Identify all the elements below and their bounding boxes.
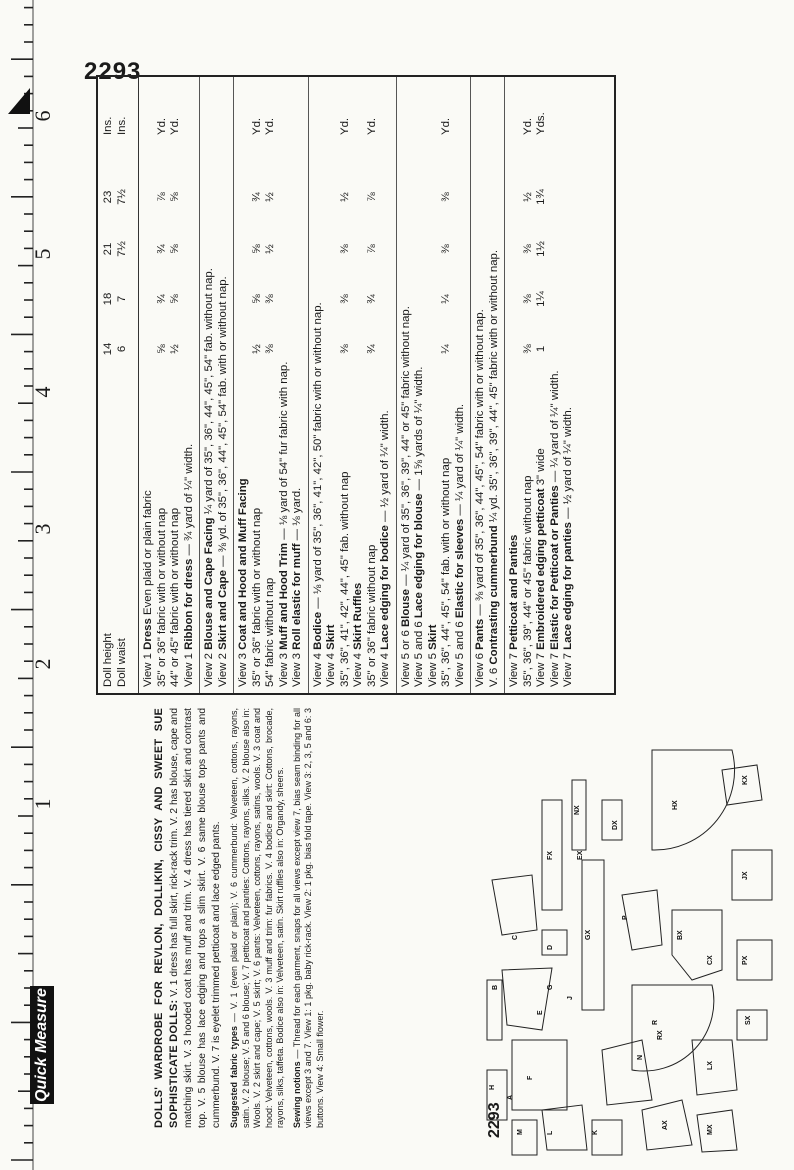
yardage-unit: Yd. xyxy=(155,117,168,135)
row-label xyxy=(454,404,468,687)
row-label xyxy=(217,276,231,687)
row-label-prefix: View 3 xyxy=(277,653,290,687)
pattern-piece-label: AX xyxy=(662,1120,669,1130)
chart-row xyxy=(413,77,427,693)
row-label-detail: — ¼ yard of ¼" width. xyxy=(453,403,466,516)
yardage-value: ½ xyxy=(264,244,276,254)
pattern-piece xyxy=(672,910,722,980)
row-label-prefix: View 7 xyxy=(548,653,561,687)
pattern-piece-label: MX xyxy=(707,1124,714,1135)
row-label-detail: — ⅜ yard of 35", 36", 44", 45", 54" fabric with or without nap. xyxy=(474,309,486,616)
row-label-prefix: View 5 and 6 xyxy=(413,621,425,687)
row-label-detail: — ⅛ yard. xyxy=(291,487,303,541)
pattern-piece-label: BX xyxy=(677,930,684,940)
ruler-number: 5 xyxy=(30,248,55,260)
yardage-value: ⅜ xyxy=(338,344,351,354)
chart-row xyxy=(562,77,576,693)
row-label-detail: — ½ yard of ¼" width. xyxy=(379,410,391,522)
row-label-prefix: View 7 xyxy=(535,653,547,687)
chart-row xyxy=(535,77,549,693)
pattern-number: 2293 xyxy=(84,58,142,85)
chart-row xyxy=(325,77,339,693)
pattern-piece xyxy=(632,985,714,1071)
pattern-piece-label: J xyxy=(567,996,574,1000)
row-label-item: Skirt xyxy=(426,624,439,650)
row-label xyxy=(156,508,170,687)
yardage-value: ¾ xyxy=(250,192,263,202)
chart-row xyxy=(183,77,197,693)
row-label xyxy=(549,370,563,687)
height-value: 23 xyxy=(102,190,114,204)
row-label-prefix: View 7 xyxy=(508,653,520,687)
sewing-notions-text: — Thread for each garment, snaps for all views except view 7, bias seam binding for all views except 3 and 7. View 1: 1 pkg. baby rick-rack. View 2: 1 pkg. bias fold tape. View 3: 2, 3, 5 and 6: 3 buttons. View 4: Small flower. xyxy=(291,708,325,1128)
row-label-item: Embroidered edging petticoat xyxy=(535,488,547,650)
yardage-unit: Yd. xyxy=(169,117,181,135)
waist-value: 7½ xyxy=(115,241,128,257)
ruler-number: 4 xyxy=(30,386,55,398)
row-label xyxy=(413,367,427,687)
doll-waist-label: Doll waist xyxy=(115,638,128,687)
pattern-piece-label: EX xyxy=(577,850,584,860)
pattern-piece xyxy=(737,1010,767,1040)
measure-ruler xyxy=(0,0,34,1170)
chart-row xyxy=(169,77,183,693)
row-label-prefix: 35", 36", 39", 44" or 45" fabric without nap xyxy=(521,475,534,687)
row-label-item: Elastic for Petticoat or Panties xyxy=(548,485,561,650)
chart-section xyxy=(505,77,579,693)
chart-section xyxy=(397,77,472,693)
row-label-prefix: 35", 36", 44", 45", 54" fab. with or without nap xyxy=(440,457,452,687)
yardage-unit: Yd. xyxy=(521,117,534,135)
pattern-piece xyxy=(542,930,567,955)
pattern-piece xyxy=(697,1110,737,1152)
row-label xyxy=(366,545,380,687)
pattern-piece-label: A xyxy=(507,1094,514,1100)
row-label xyxy=(203,268,217,687)
row-label-detail: — ½ yard of ¼" width. xyxy=(562,407,574,519)
chart-header xyxy=(102,77,139,693)
yardage-value: ⅜ xyxy=(440,244,452,254)
chart-row xyxy=(291,77,305,693)
yardage-unit: Yd. xyxy=(440,117,452,135)
ruler-number: 2 xyxy=(30,658,55,670)
description-body: V. 1 dress has full skirt, rick-rack trim. V. 2 has blouse, cape and matching skirt. V. 3 hooded coat has muff and trim. V. 4 dress has tiered skirt and contrast top. V. 5 blouse has lace edging and tops a slim skirt. V. 6 same blouse tops pants and cummerbund. V. 7 is eyelet trimmed petticoat and lace edged pants. xyxy=(169,708,222,1128)
row-label xyxy=(278,362,292,687)
row-label xyxy=(488,250,502,687)
row-label-detail: 3" wide xyxy=(535,448,547,486)
pattern-piece xyxy=(512,1040,567,1110)
yardage-value: ½ xyxy=(521,192,534,202)
row-label-detail: ¼ yard of 35", 36", 44", 45", 54" fab. without nap. xyxy=(203,268,215,515)
row-label-item: Coat and Hood and Muff Facing xyxy=(237,478,249,650)
quick-measure-label: Quick Measure xyxy=(30,986,54,1104)
row-label-prefix: View 5 and 6 xyxy=(453,621,466,687)
yardage-value: ¼ xyxy=(440,344,452,354)
yardage-value: ⅝ xyxy=(169,244,181,254)
yardage-value: ⅜ xyxy=(440,192,452,202)
chart-row xyxy=(488,77,502,693)
chart-row xyxy=(203,77,217,693)
pattern-piece-label: L xyxy=(547,1130,554,1135)
chart-row xyxy=(549,77,563,693)
yardage-unit: Yds. xyxy=(535,112,547,135)
row-label xyxy=(379,410,393,687)
yardage-value: ⅜ xyxy=(521,294,534,304)
chart-section xyxy=(309,77,397,693)
row-label xyxy=(237,478,251,687)
height-unit: Ins. xyxy=(102,116,114,135)
row-label-prefix: 35" or 36" fabric without nap xyxy=(365,544,378,687)
row-label-item: Dress xyxy=(142,618,154,650)
pattern-piece-label: JX xyxy=(742,871,749,880)
yardage-value: ¾ xyxy=(365,344,378,354)
pattern-description xyxy=(152,708,331,1128)
row-label-prefix: View 4 xyxy=(352,653,364,687)
chart-row xyxy=(352,77,366,693)
row-label-detail: — ⅛ yard of 35", 36", 41", 42", 50" fabric with or without nap. xyxy=(311,302,324,609)
yardage-value: ⅞ xyxy=(155,192,168,202)
pattern-piece-label: HX xyxy=(672,800,679,810)
chart-row xyxy=(142,77,156,693)
row-label-item: Blouse xyxy=(399,589,412,628)
row-label-item: Muff and Hood Trim xyxy=(277,542,290,650)
pattern-piece-label: R xyxy=(652,1019,659,1025)
yardage-value: ⅜ xyxy=(264,344,276,354)
yardage-value: ⅝ xyxy=(155,344,168,354)
row-label-detail: — ⅜ yd. of 35", 36", 44", 45", 54" fab. with or without nap. xyxy=(216,276,229,567)
row-label-prefix: View 3 xyxy=(237,653,249,687)
waist-value: 6 xyxy=(115,345,128,353)
pattern-piece-label: CX xyxy=(707,955,714,965)
ruler-arrow-icon xyxy=(6,86,32,116)
row-label-item: Lace edging for bodice xyxy=(379,525,391,650)
chart-row xyxy=(339,77,353,693)
yardage-unit: Yd. xyxy=(365,117,378,135)
yardage-value: ⅝ xyxy=(169,192,181,202)
chart-row xyxy=(508,77,522,693)
yardage-value: ⅞ xyxy=(365,244,378,254)
yardage-unit: Yd. xyxy=(250,117,263,135)
pieces-pattern-number: 2293 xyxy=(486,1102,503,1138)
height-value: 21 xyxy=(102,242,114,256)
row-label-item: Skirt Ruffles xyxy=(352,582,364,650)
chart-row xyxy=(251,77,265,693)
pattern-piece-label: D xyxy=(547,944,554,950)
chart-row xyxy=(427,77,441,693)
yardage-unit: Yd. xyxy=(264,117,276,135)
yardage-value: ⅜ xyxy=(521,244,534,254)
yardage-value: ½ xyxy=(250,344,263,354)
row-label xyxy=(264,578,278,687)
row-label-prefix: View 4 xyxy=(311,653,324,687)
sewing-notions-paragraph xyxy=(292,708,327,1128)
row-label xyxy=(251,508,265,687)
yardage-value: ½ xyxy=(264,192,276,202)
pattern-piece-label: PX xyxy=(742,955,749,965)
yardage-value: ⅜ xyxy=(264,294,276,304)
pattern-piece-label: H xyxy=(489,1084,496,1090)
pattern-pieces-diagram xyxy=(482,740,782,1160)
yardage-value: ½ xyxy=(338,192,351,202)
chart-row xyxy=(379,77,393,693)
row-label-item: Contrasting cummerbund xyxy=(487,525,500,665)
pattern-piece xyxy=(602,800,622,840)
ruler-ticks xyxy=(0,0,34,1170)
row-label xyxy=(474,309,488,687)
yardage-value: 1½ xyxy=(535,241,547,257)
yardage-value: ¾ xyxy=(365,294,378,304)
yardage-value: 1¼ xyxy=(535,291,547,307)
yardage-value: ⅝ xyxy=(250,244,263,254)
yardage-chart xyxy=(96,75,616,695)
row-label-item: Roll elastic for muff xyxy=(291,543,303,650)
row-label-prefix: 35", 36", 41", 42", 44", 45" fab. without nap xyxy=(338,471,351,687)
yardage-value: ⅜ xyxy=(338,294,351,304)
yardage-value: 1¾ xyxy=(535,189,547,205)
chart-row xyxy=(474,77,488,693)
chart-row xyxy=(400,77,414,693)
ruler-number: 3 xyxy=(30,523,55,535)
row-label xyxy=(183,444,197,687)
row-label-detail: — 1⅝ yards of ¼" width. xyxy=(413,366,425,491)
chart-body xyxy=(139,77,579,693)
pattern-piece-label: FX xyxy=(547,851,554,860)
row-label xyxy=(169,508,183,687)
yardage-value: ⅝ xyxy=(250,294,263,304)
row-label-item: Skirt and Cape xyxy=(216,570,229,650)
height-value: 14 xyxy=(102,342,114,356)
chart-row xyxy=(454,77,468,693)
pattern-piece xyxy=(492,875,537,935)
chart-row xyxy=(237,77,251,693)
pattern-piece-label: KX xyxy=(742,775,749,785)
pattern-piece-label: LX xyxy=(707,1061,714,1070)
chart-row xyxy=(278,77,292,693)
yardage-value: ¾ xyxy=(155,294,168,304)
yardage-value: 1 xyxy=(535,345,547,353)
row-label-prefix: View 5 or 6 xyxy=(399,630,412,687)
row-label-prefix: View 4 xyxy=(325,653,337,687)
pattern-piece-label: SX xyxy=(745,1015,752,1025)
row-label-prefix: 35" or 36" fabric with or without nap xyxy=(155,507,168,687)
pattern-piece-label: B xyxy=(492,984,499,990)
pattern-piece-label: P xyxy=(622,915,629,920)
pattern-piece xyxy=(692,1040,737,1095)
pattern-piece-label: C xyxy=(512,934,519,940)
chart-section xyxy=(200,77,234,693)
yardage-value: ¼ xyxy=(440,294,452,304)
row-label-item: Blouse and Cape Facing xyxy=(203,517,215,650)
ruler-number: 1 xyxy=(30,798,55,810)
yardage-value: ¾ xyxy=(155,244,168,254)
pattern-piece-label: N xyxy=(637,1054,644,1060)
pattern-piece xyxy=(502,968,552,1030)
row-label-prefix: View 4 xyxy=(379,653,391,687)
row-label xyxy=(427,625,441,687)
row-label-item: Ribbon for dress xyxy=(182,558,195,650)
row-label-item: Pants xyxy=(474,618,486,650)
chart-row xyxy=(156,77,170,693)
row-label xyxy=(339,471,353,687)
row-label-detail: — ¼ yard of ¼" width. xyxy=(548,370,561,483)
row-label-detail: — ⅛ yard of 54" fur fabric with nap. xyxy=(277,361,290,540)
row-label-item: Lace edging for blouse xyxy=(413,493,425,619)
row-label xyxy=(562,407,576,687)
waist-value: 7½ xyxy=(115,189,128,205)
row-label-prefix: 44" or 45" fabric with or without nap xyxy=(169,507,181,687)
yardage-value: ⅜ xyxy=(338,244,351,254)
fabric-types-heading: Suggested fabric types xyxy=(229,1026,239,1128)
row-label-prefix: V. 6 xyxy=(487,667,500,687)
row-label xyxy=(440,458,454,687)
row-label-prefix: 54" fabric without nap xyxy=(264,577,276,687)
pattern-piece xyxy=(652,750,735,850)
waist-unit: Ins. xyxy=(115,116,128,135)
pattern-piece-label: DX xyxy=(612,820,619,830)
chart-row xyxy=(522,77,536,693)
fabric-types-text: — V. 1 (even plaid or plain); V. 6 cummerbund: Velveteen, cottons, rayons, satin. V. 2 blouse; V. 5 and 6 blouse; V. 7 petticoat and panties: Cottons, rayons, silks. V. 2 blouse also in: Wools. V. 2 skirt and cape; V. 5 skirt; V. 6 pants: Velveteen, cottons, rayons, satins, wools. V. 3 coat and hood: Velveteen, cottons, wools. V. 3 muff and trim: fur fabrics. V. 4 bodice and skirt: Cottons, brocade, rayons, silks, taffeta. Bodice also in: Velveteen, satin. Skirt ruffles also in: Organdy, sheers. xyxy=(229,708,285,1128)
pattern-piece-label: NX xyxy=(574,805,581,815)
pattern-piece-label: GX xyxy=(585,929,592,940)
pattern-piece-label: K xyxy=(592,1129,599,1135)
row-label xyxy=(508,535,522,687)
row-label-detail: — ¼ yard of 35", 36", 39", 44" or 45" fabric without nap. xyxy=(399,306,412,586)
chart-section xyxy=(139,77,200,693)
yardage-value: ⅜ xyxy=(521,344,534,354)
pattern-piece xyxy=(512,1120,537,1155)
fabric-types-paragraph xyxy=(229,708,287,1128)
row-label-item: Skirt xyxy=(325,624,337,650)
pattern-piece xyxy=(592,1120,622,1155)
chart-row xyxy=(366,77,380,693)
yardage-value: ⅝ xyxy=(169,294,181,304)
row-label-item: Lace edging for panties xyxy=(562,521,574,650)
pattern-piece xyxy=(732,850,772,900)
chart-section xyxy=(471,77,505,693)
row-label-item: Elastic for sleeves xyxy=(453,518,466,619)
row-label-prefix: 35" or 36" fabric with or without nap xyxy=(250,507,263,687)
row-label-prefix: View 5 xyxy=(426,653,439,687)
chart-row xyxy=(217,77,231,693)
yardage-value: ½ xyxy=(169,344,181,354)
description-title: DOLLS' WARDROBE FOR REVLON, DOLLIKIN, CISSY AND SWEET SUE SOPHISTICATE DOLLS: xyxy=(153,708,180,1128)
row-label-prefix: View 1 xyxy=(142,653,154,687)
row-label-item: Petticoat and Panties xyxy=(508,534,520,650)
pattern-piece-label: F xyxy=(527,1075,534,1080)
row-label-prefix: View 7 xyxy=(562,653,574,687)
row-label-detail: ¼ yd. 35", 36", 39", 44", 45" fabric with or without nap. xyxy=(487,249,500,523)
yardage-unit: Yd. xyxy=(338,117,351,135)
row-label xyxy=(522,476,536,687)
doll-height-label: Doll height xyxy=(102,633,114,687)
row-label-prefix: View 6 xyxy=(474,653,486,687)
row-label xyxy=(400,306,414,687)
pattern-piece-label: E xyxy=(537,1010,544,1015)
ruler-number: 6 xyxy=(30,110,55,122)
pattern-piece xyxy=(542,1105,587,1150)
row-label-detail: — ¾ yard of ¼" width. xyxy=(182,443,195,556)
chart-row xyxy=(312,77,326,693)
yardage-value: ⅞ xyxy=(365,192,378,202)
row-label xyxy=(535,448,549,687)
row-label-prefix: View 2 xyxy=(203,653,215,687)
row-label xyxy=(291,488,305,687)
row-label xyxy=(325,625,339,687)
row-label-detail: Even plaid or plain fabric xyxy=(142,490,154,615)
pattern-piece xyxy=(602,1040,652,1105)
row-label xyxy=(142,490,156,687)
chart-section xyxy=(234,77,309,693)
row-label-prefix: View 2 xyxy=(216,653,229,687)
row-label-prefix: View 3 xyxy=(291,653,303,687)
row-label-prefix: View 1 xyxy=(182,653,195,687)
chart-row xyxy=(264,77,278,693)
row-label-item: Bodice xyxy=(311,611,324,650)
description-paragraph xyxy=(152,708,224,1128)
pattern-piece-label: G xyxy=(547,984,554,990)
pattern-piece-label: RX xyxy=(657,1030,664,1040)
row-label xyxy=(312,302,326,687)
waist-value: 7 xyxy=(115,295,128,303)
row-label xyxy=(352,583,366,687)
chart-row xyxy=(440,77,454,693)
pattern-piece-label: M xyxy=(517,1129,524,1135)
sewing-notions-heading: Sewing notions xyxy=(291,1061,302,1128)
height-value: 18 xyxy=(102,292,114,306)
